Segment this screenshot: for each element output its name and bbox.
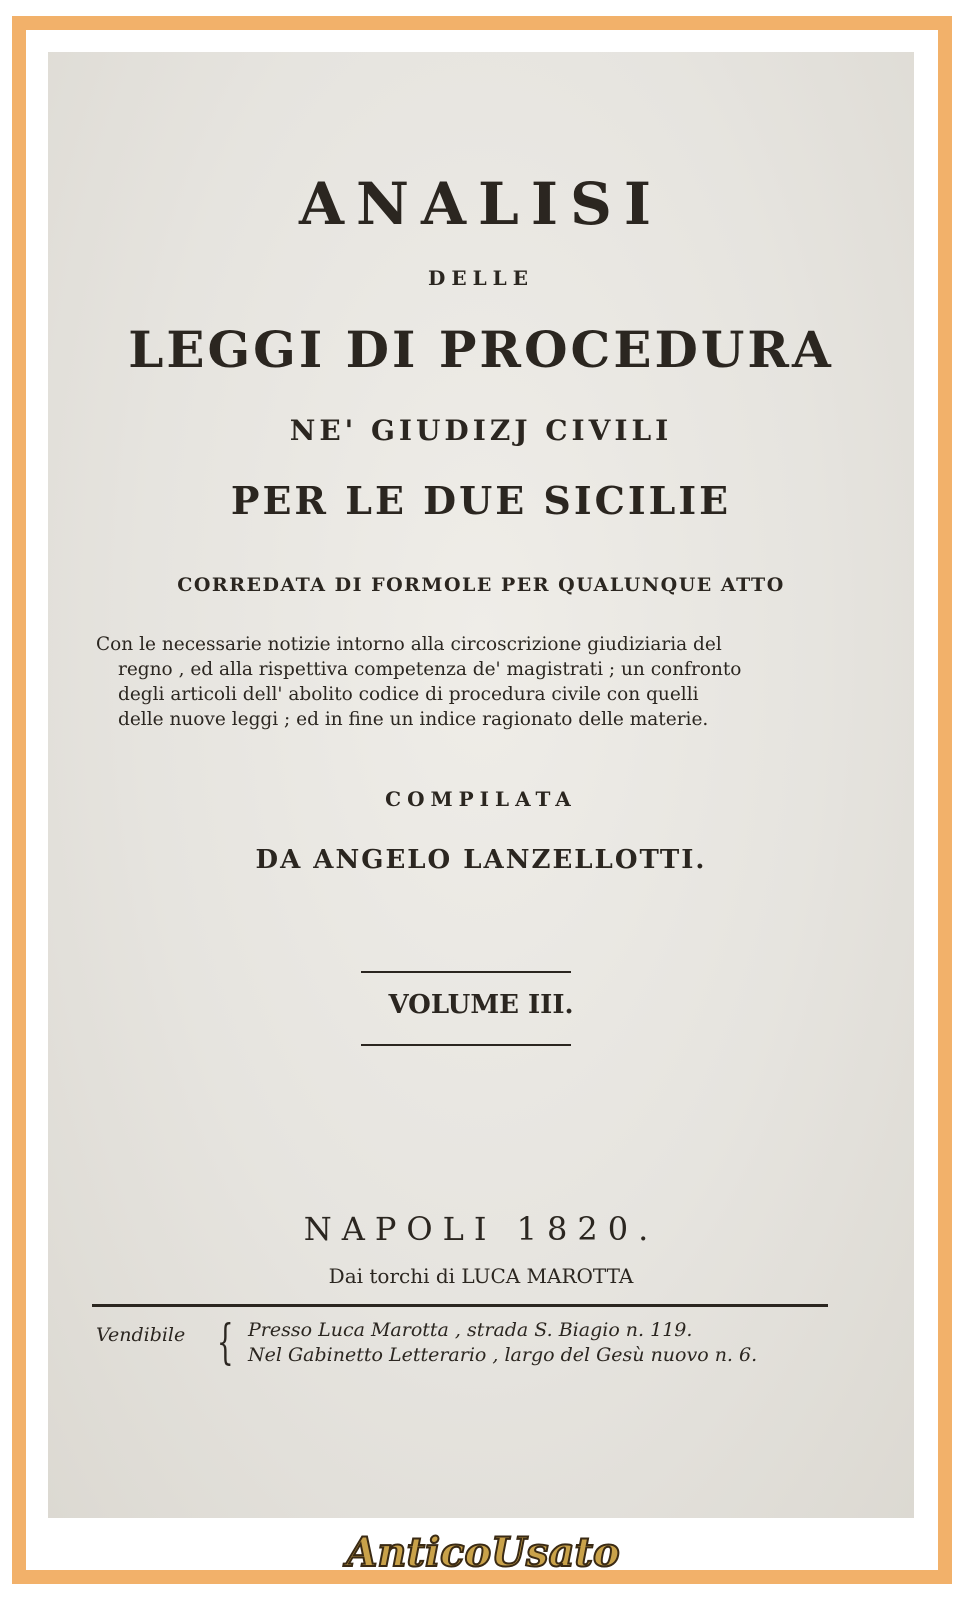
- printer-line: Dai torchi di LUCA MAROTTA: [328, 1264, 634, 1288]
- vendibile-addresses: [248, 1318, 757, 1368]
- description-line: degli articoli dell' abolito codice di procedura civile con quelli: [118, 684, 699, 705]
- subtitle-sicilie: PER LE DUE SICILIE: [230, 478, 732, 523]
- anticousato-logo: [338, 1522, 628, 1580]
- title-delle: DELLE: [428, 266, 534, 290]
- vendibile-label: Vendibile: [96, 1324, 186, 1346]
- address-line: Presso Luca Marotta , strada S. Biagio n. 119.: [248, 1319, 693, 1341]
- description-line: regno , ed alla rispettiva competenza de' magistrati ; un confronto: [118, 659, 742, 680]
- corredata-line: CORREDATA DI FORMOLE PER QUALUNQUE ATTO: [177, 574, 785, 596]
- compilata-line: COMPILATA: [385, 787, 577, 811]
- description-paragraph: [96, 632, 836, 732]
- place-year: NAPOLI 1820.: [303, 1210, 659, 1248]
- volume-rule-top: [361, 971, 571, 973]
- description-line: Con le necessarie notizie intorno alla circoscrizione giudiziaria del: [96, 634, 722, 655]
- title-page: [48, 52, 914, 1518]
- description-line: delle nuove leggi ; ed in fine un indice ragionato delle materie.: [118, 709, 709, 730]
- title-main: ANALISI: [299, 170, 663, 238]
- brace-icon: {: [216, 1314, 234, 1370]
- logo-text: AnticoUsato: [346, 1529, 620, 1576]
- subtitle-giudizj: NE' GIUDIZJ CIVILI: [289, 414, 673, 447]
- imprint-separator: [92, 1304, 828, 1307]
- volume-rule-bottom: [361, 1044, 571, 1046]
- author-line: DA ANGELO LANZELLOTTI.: [255, 845, 707, 875]
- address-line: Nel Gabinetto Letterario , largo del Gesù nuovo n. 6.: [248, 1344, 758, 1366]
- title-leggi: LEGGI DI PROCEDURA: [128, 320, 834, 379]
- volume-label: VOLUME III.: [388, 990, 574, 1020]
